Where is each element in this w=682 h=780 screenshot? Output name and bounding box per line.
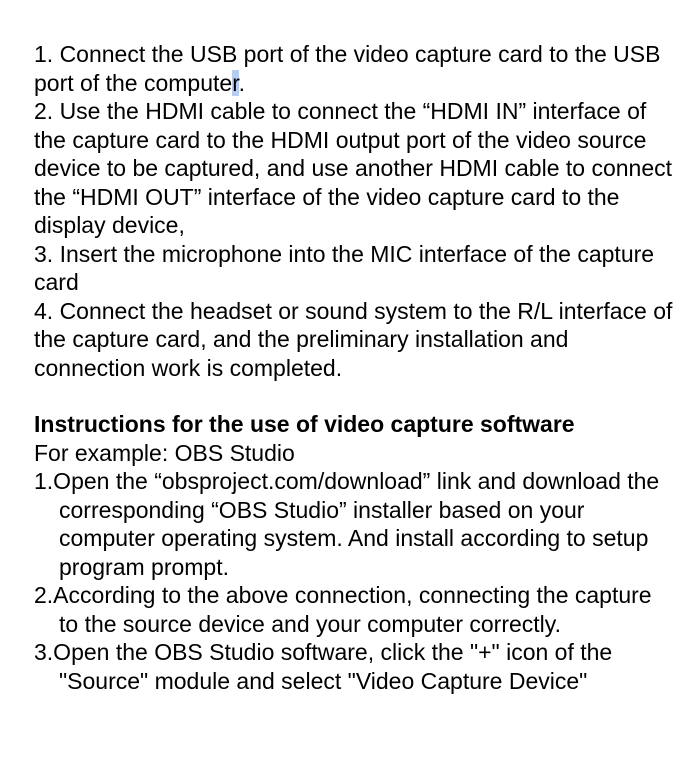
connection-step-1 [34,40,674,97]
software-section-heading: Instructions for the use of video capture software [34,411,575,437]
step-1-text: 1. Connect the USB port of the video capture card to the USB port of the compute [34,41,667,96]
paragraph-spacer [34,382,674,410]
software-step-1: 1.Open the “obsproject.com/download” link and download the corresponding “OBS Studio” installer based on your computer operating system. And install according to setup program prompt. [34,468,660,580]
connection-step-2: 2. Use the HDMI cable to connect the “HDMI IN” interface of the capture card to the HDMI output port of the video source device to be captured, and use another HDMI cable to connect the “HDMI OUT” interface of the video capture card to the display device, [34,98,679,238]
document-body [34,40,679,695]
connection-step-4: 4. Connect the headset or sound system to the R/L interface of the capture card, and the preliminary installation and connection work is completed. [34,297,679,381]
step-1-period: . [238,69,245,96]
software-example: For example: OBS Studio [34,439,295,466]
software-step-2: 2.According to the above connection, connecting the capture to the source device and your computer correctly. [34,582,652,637]
connection-step-3: 3. Insert the microphone into the MIC interface of the capture card [34,240,661,295]
software-step-3: 3.Open the OBS Studio software, click the "+" icon of the "Source" module and select "Video Capture Device" [34,639,613,694]
text-selection-highlight: r [232,69,239,96]
